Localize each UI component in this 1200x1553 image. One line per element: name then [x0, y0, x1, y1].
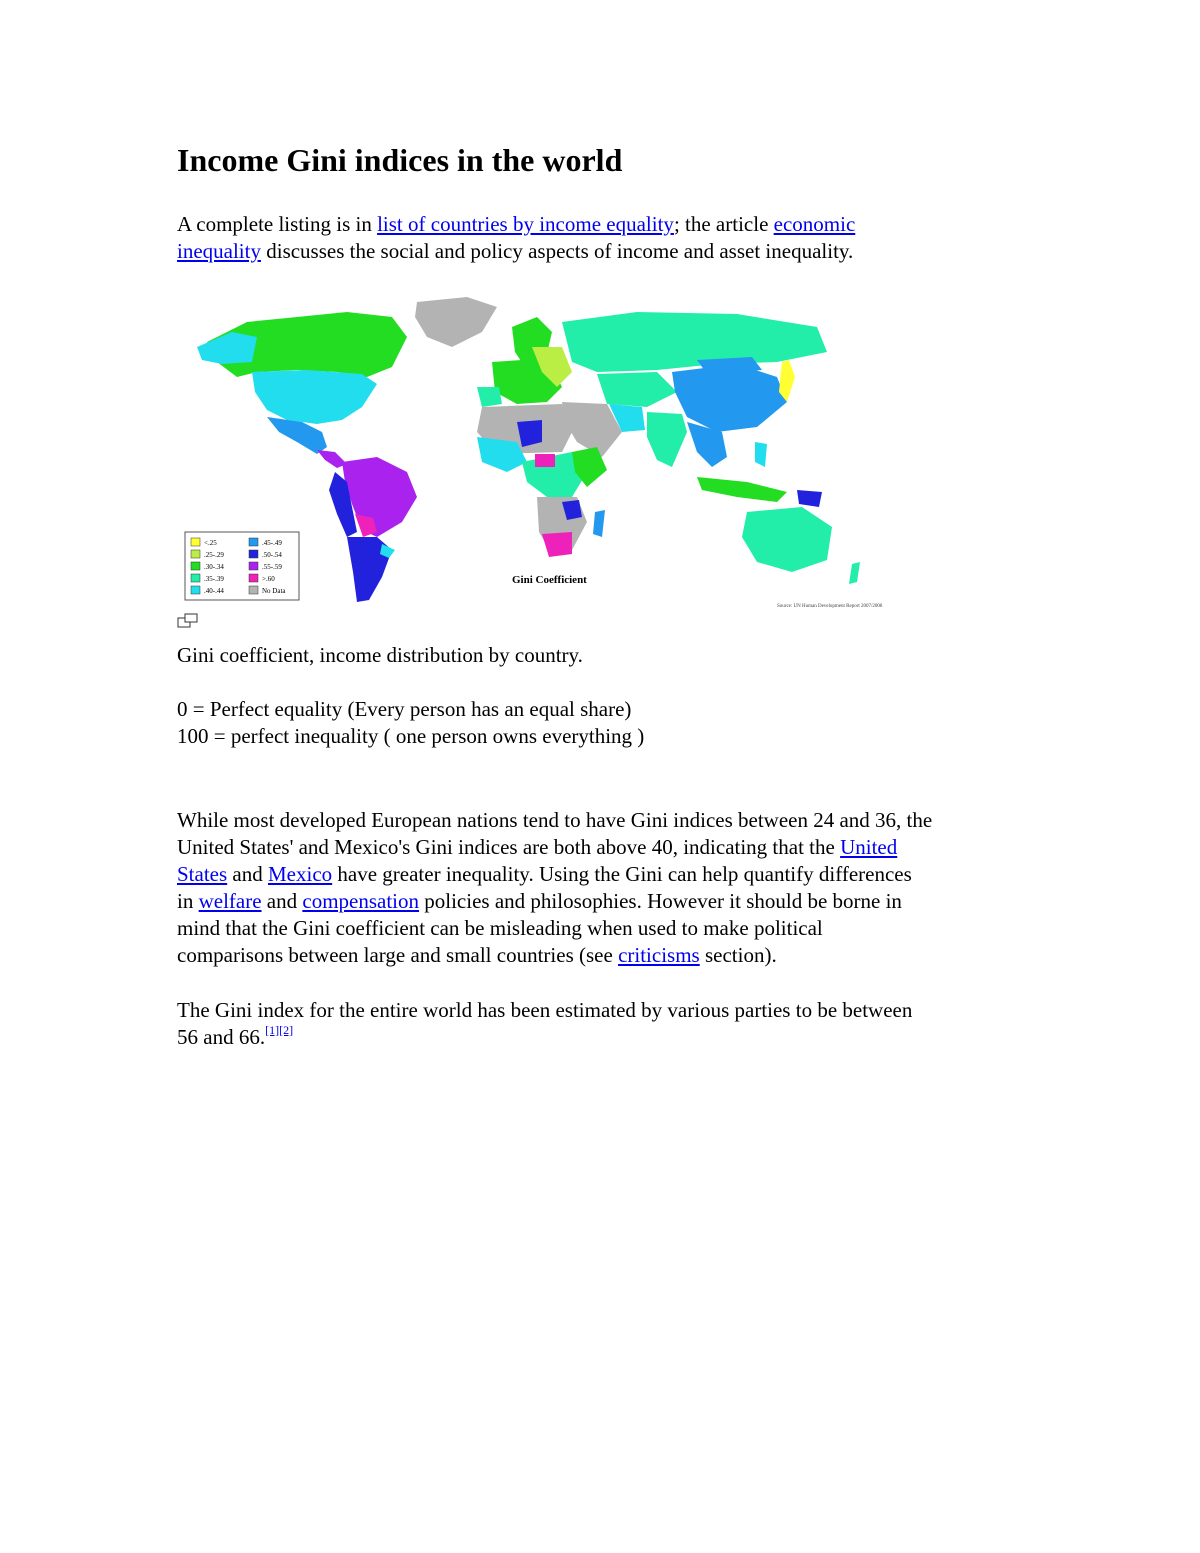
legend-swatch: [249, 562, 258, 570]
link-compensation[interactable]: compensation: [302, 889, 420, 913]
legend-label: .30-.34: [204, 563, 224, 571]
map-caption: Gini coefficient, income distribution by country.: [177, 643, 583, 667]
legend-label: .55-.59: [262, 563, 282, 571]
legend-label: .45-.49: [262, 539, 282, 547]
page-title: Income Gini indices in the world: [177, 142, 623, 178]
legend-label: <.25: [204, 539, 217, 547]
link-list-of-countries[interactable]: list of countries by income equality: [377, 212, 674, 236]
para2-line-1: The Gini index for the entire world has been estimated by various parties to be between: [177, 998, 913, 1022]
scale-line-2: 100 = perfect inequality ( one person owns everything ): [177, 724, 645, 748]
legend-label: .40-.44: [204, 587, 224, 595]
para1-line-3: States and Mexico have greater inequality. Using the Gini can help quantify differences: [177, 862, 912, 886]
legend-swatch: [249, 586, 258, 594]
legend-label: .50-.54: [262, 551, 282, 559]
gini-world-map: [177, 292, 912, 610]
link-criticisms[interactable]: criticisms: [618, 943, 700, 967]
link-united-states-cont[interactable]: States: [177, 862, 228, 886]
link-economic-inequality[interactable]: economic: [773, 212, 856, 236]
legend-label: .35-.39: [204, 575, 224, 583]
para1-line-6: comparisons between large and small countries (see criticisms section).: [177, 943, 777, 967]
para1-line-2: United States' and Mexico's Gini indices are both above 40, indicating that the United: [177, 835, 898, 859]
para1-line-1: While most developed European nations tend to have Gini indices between 24 and 36, the: [177, 808, 933, 832]
scale-line-1: 0 = Perfect equality (Every person has an equal share): [177, 697, 632, 721]
legend-swatch: [249, 538, 258, 546]
para1-line-5: mind that the Gini coefficient can be misleading when used to make political: [177, 916, 823, 940]
para1-line-4: in welfare and compensation policies and philosophies. However it should be borne in: [177, 889, 902, 913]
map-source: Source: UN Human Development Report 2007/2008: [777, 604, 883, 609]
legend-swatch: [191, 574, 200, 582]
legend-swatch: [249, 574, 258, 582]
link-welfare[interactable]: welfare: [198, 889, 262, 913]
legend-swatch: [191, 538, 200, 546]
legend-swatch: [191, 586, 200, 594]
legend-label: No Data: [262, 587, 286, 595]
link-economic-inequality-cont[interactable]: inequality: [177, 239, 261, 263]
expand-image-icon[interactable]: [177, 613, 201, 629]
legend-label: .25-.29: [204, 551, 224, 559]
map-title: Gini Coefficient: [512, 574, 587, 586]
link-united-states[interactable]: United: [840, 835, 898, 859]
intro-line-1: A complete listing is in list of countries by income equality; the article economic: [177, 212, 856, 236]
legend-swatch: [249, 550, 258, 558]
legend-swatch: [191, 562, 200, 570]
legend-swatch: [191, 550, 200, 558]
map-region-car: [535, 454, 555, 467]
link-mexico[interactable]: Mexico: [268, 862, 333, 886]
intro-line-2: inequality discusses the social and policy aspects of income and asset inequality.: [177, 239, 854, 263]
legend-label: >.60: [262, 575, 275, 583]
link-references[interactable]: [1][2]: [265, 1023, 294, 1037]
para2-line-2: 56 and 66.[1][2]: [177, 1023, 294, 1049]
